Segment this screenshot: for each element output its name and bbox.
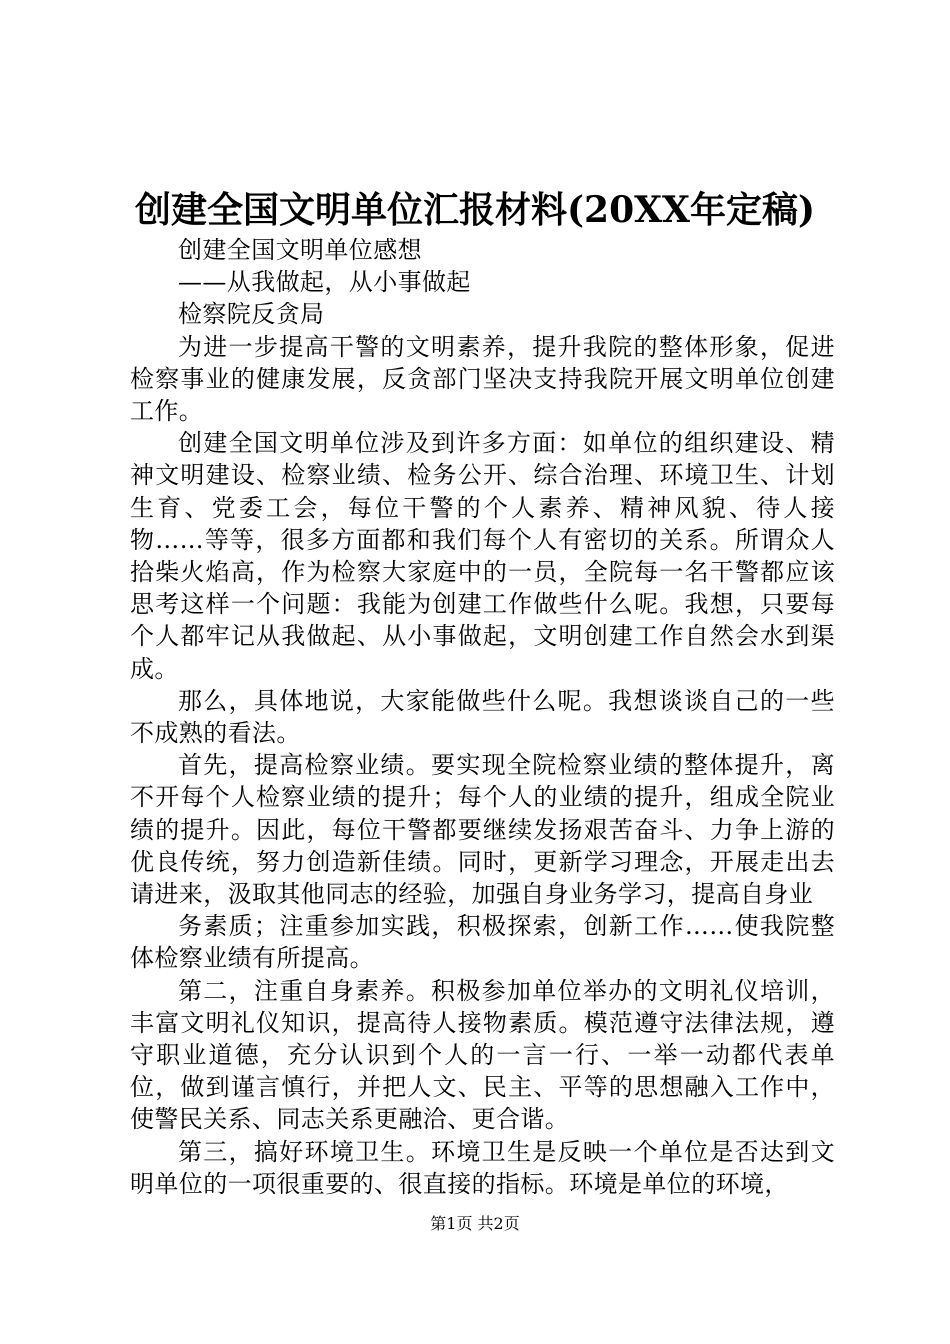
page-footer: 第1页 共2页 xyxy=(430,1214,520,1233)
author-line: 检察院反贪局 xyxy=(178,300,325,329)
subtitle-line: 创建全国文明单位感想 xyxy=(178,236,422,264)
document-body xyxy=(130,234,835,1200)
subtitle-line: ——从我做起，从小事做起 xyxy=(178,268,471,297)
body-paragraph: 首先，提高检察业绩。要实现全院检察业绩的整体提升，离不开每个人检察业绩的提升；每个人的业绩的提升，组成全院业绩的提升。因此，每位干警都要继续发扬艰苦奋斗、力争上游的优良传统，努力创造新佳绩。同时，更新学习理念，开展走出去请进来，汲取其他同志的经验，加强自身业务学习，提高自身业 xyxy=(130,751,835,909)
body-paragraph: 务素质；注重参加实践，积极探索，创新工作……使我院整体检察业绩有所提高。 xyxy=(130,912,835,973)
body-paragraph: 第三，搞好环境卫生。环境卫生是反映一个单位是否达到文明单位的一项很重要的、很直接的指标。环境是单位的环境， xyxy=(130,1137,835,1198)
body-paragraph: 创建全国文明单位涉及到许多方面：如单位的组织建设、精神文明建设、检察业绩、检务公开、综合治理、环境卫生、计划生育、党委工会，每位干警的个人素养、精神风貌、待人接物……等等，很多方面都和我们每个人有密切的关系。所谓众人拾柴火焰高，作为检察大家庭中的一员，全院每一名干警都应该思考这样一个问题：我能为创建工作做些什么呢。我想，只要每个人都牢记从我做起、从小事做起，文明创建工作自然会水到渠成。 xyxy=(130,429,835,683)
body-paragraph: 为进一步提高干警的文明素养，提升我院的整体形象，促进检察事业的健康发展，反贪部门坚决支持我院开展文明单位创建工作。 xyxy=(130,332,835,426)
body-paragraph: 第二，注重自身素养。积极参加单位举办的文明礼仪培训，丰富文明礼仪知识，提高待人接物素质。模范遵守法律法规，遵守职业道德，充分认识到个人的一言一行、一举一动都代表单位，做到谨言慎行，并把人文、民主、平等的思想融入工作中，使警民关系、同志关系更融洽、更合谐。 xyxy=(130,976,835,1134)
body-paragraph: 那么，具体地说，大家能做些什么呢。我想谈谈自己的一些不成熟的看法。 xyxy=(130,686,835,748)
document-title: 创建全国文明单位汇报材料(20XX年定稿) xyxy=(134,189,816,231)
